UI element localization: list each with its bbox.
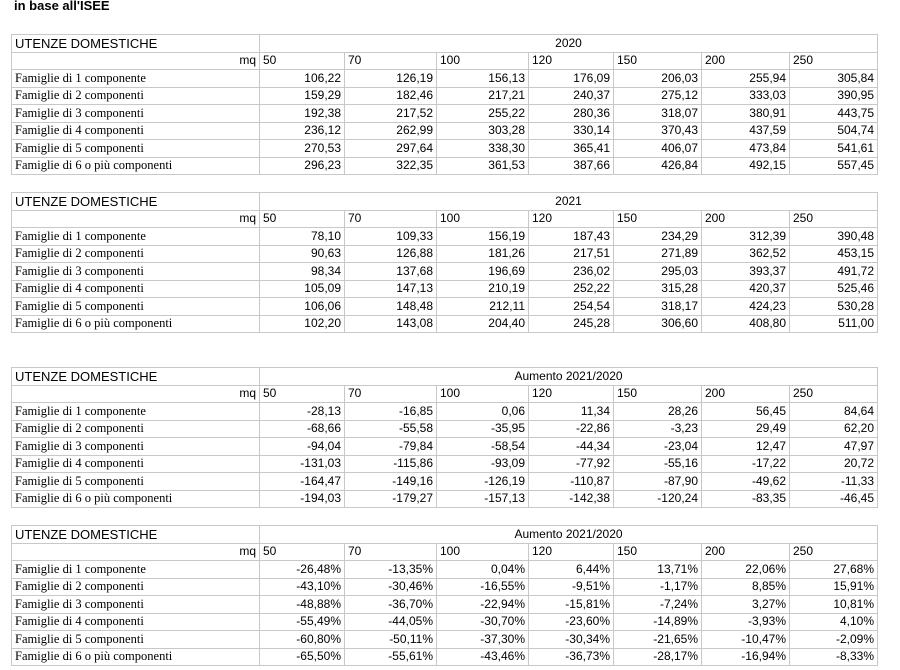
column-header: 70 bbox=[345, 385, 437, 403]
cell-value: 280,36 bbox=[529, 105, 614, 123]
cell-value: 176,09 bbox=[529, 70, 614, 88]
column-header: 150 bbox=[614, 385, 702, 403]
cell-value: 181,26 bbox=[437, 245, 529, 263]
cell-value: 390,95 bbox=[790, 87, 878, 105]
row-label: Famiglie di 5 componenti bbox=[12, 140, 260, 158]
cell-value: -149,16 bbox=[345, 473, 437, 491]
cell-value: 156,19 bbox=[437, 228, 529, 246]
period-label: 2021 bbox=[260, 193, 878, 211]
row-label: Famiglie di 2 componenti bbox=[12, 87, 260, 105]
cell-value: -49,62 bbox=[702, 473, 790, 491]
cell-value: 90,63 bbox=[260, 245, 345, 263]
cell-value: 312,39 bbox=[702, 228, 790, 246]
cell-value: 106,22 bbox=[260, 70, 345, 88]
row-label: Famiglie di 6 o più componenti bbox=[12, 648, 260, 666]
table-row bbox=[12, 263, 878, 281]
row-label: Famiglie di 3 componenti bbox=[12, 596, 260, 614]
cell-value: -93,09 bbox=[437, 455, 529, 473]
cell-value: -44,05% bbox=[345, 613, 437, 631]
cell-value: 217,21 bbox=[437, 87, 529, 105]
cell-value: -30,46% bbox=[345, 578, 437, 596]
document-heading: in base all'ISEE bbox=[14, 0, 110, 13]
cell-value: 530,28 bbox=[790, 298, 878, 316]
cell-value: 511,00 bbox=[790, 315, 878, 333]
cell-value: -55,58 bbox=[345, 420, 437, 438]
column-header: 250 bbox=[790, 385, 878, 403]
cell-value: 473,84 bbox=[702, 140, 790, 158]
column-header: 120 bbox=[529, 210, 614, 228]
table-row bbox=[12, 578, 878, 596]
column-header: 120 bbox=[529, 52, 614, 70]
table-row bbox=[12, 490, 878, 508]
cell-value: 0,04% bbox=[437, 561, 529, 579]
title-row bbox=[12, 193, 878, 211]
cell-value: -1,17% bbox=[614, 578, 702, 596]
cell-value: 437,59 bbox=[702, 122, 790, 140]
cell-value: -30,70% bbox=[437, 613, 529, 631]
cell-value: 420,37 bbox=[702, 280, 790, 298]
cell-value: -28,17% bbox=[614, 648, 702, 666]
row-label: Famiglie di 6 o più componenti bbox=[12, 157, 260, 175]
cell-value: 387,66 bbox=[529, 157, 614, 175]
cell-value: -11,33 bbox=[790, 473, 878, 491]
cell-value: 0,06 bbox=[437, 403, 529, 421]
column-header: 70 bbox=[345, 52, 437, 70]
cell-value: -120,24 bbox=[614, 490, 702, 508]
cell-value: -157,13 bbox=[437, 490, 529, 508]
cell-value: 159,29 bbox=[260, 87, 345, 105]
cell-value: -16,94% bbox=[702, 648, 790, 666]
row-label: Famiglie di 5 componenti bbox=[12, 631, 260, 649]
row-label: Famiglie di 1 componente bbox=[12, 70, 260, 88]
row-label: Famiglie di 4 componenti bbox=[12, 613, 260, 631]
cell-value: 8,85% bbox=[702, 578, 790, 596]
cell-value: 106,06 bbox=[260, 298, 345, 316]
cell-value: 318,07 bbox=[614, 105, 702, 123]
title-row bbox=[12, 368, 878, 386]
cell-value: -65,50% bbox=[260, 648, 345, 666]
table-row bbox=[12, 596, 878, 614]
cell-value: 196,69 bbox=[437, 263, 529, 281]
cell-value: -77,92 bbox=[529, 455, 614, 473]
cell-value: 29,49 bbox=[702, 420, 790, 438]
cell-value: 187,43 bbox=[529, 228, 614, 246]
period-label: 2020 bbox=[260, 35, 878, 53]
column-header: 120 bbox=[529, 385, 614, 403]
cell-value: -46,45 bbox=[790, 490, 878, 508]
cell-value: 15,91% bbox=[790, 578, 878, 596]
cell-value: -3,93% bbox=[702, 613, 790, 631]
cell-value: 217,52 bbox=[345, 105, 437, 123]
row-label: Famiglie di 3 componenti bbox=[12, 105, 260, 123]
table-row bbox=[12, 140, 878, 158]
cell-value: -48,88% bbox=[260, 596, 345, 614]
cell-value: 56,45 bbox=[702, 403, 790, 421]
row-label: Famiglie di 2 componenti bbox=[12, 578, 260, 596]
cell-value: -142,38 bbox=[529, 490, 614, 508]
cell-value: -94,04 bbox=[260, 438, 345, 456]
row-label: Famiglie di 1 componente bbox=[12, 403, 260, 421]
cell-value: 406,07 bbox=[614, 140, 702, 158]
cell-value: 252,22 bbox=[529, 280, 614, 298]
cell-value: 443,75 bbox=[790, 105, 878, 123]
period-label: Aumento 2021/2020 bbox=[260, 368, 878, 386]
cell-value: -126,19 bbox=[437, 473, 529, 491]
column-header: 100 bbox=[437, 385, 529, 403]
cell-value: 6,44% bbox=[529, 561, 614, 579]
table-title: UTENZE DOMESTICHE bbox=[12, 193, 260, 211]
cell-value: 3,27% bbox=[702, 596, 790, 614]
table-row bbox=[12, 105, 878, 123]
cell-value: -115,86 bbox=[345, 455, 437, 473]
cell-value: 408,80 bbox=[702, 315, 790, 333]
cell-value: -16,55% bbox=[437, 578, 529, 596]
cell-value: 240,37 bbox=[529, 87, 614, 105]
cell-value: 491,72 bbox=[790, 263, 878, 281]
cell-value: 297,64 bbox=[345, 140, 437, 158]
cell-value: 182,46 bbox=[345, 87, 437, 105]
cell-value: -23,60% bbox=[529, 613, 614, 631]
cell-value: 270,53 bbox=[260, 140, 345, 158]
cell-value: 271,89 bbox=[614, 245, 702, 263]
cell-value: 390,48 bbox=[790, 228, 878, 246]
cell-value: -44,34 bbox=[529, 438, 614, 456]
row-label: Famiglie di 2 componenti bbox=[12, 245, 260, 263]
column-header: 150 bbox=[614, 210, 702, 228]
cell-value: 245,28 bbox=[529, 315, 614, 333]
table-row bbox=[12, 613, 878, 631]
cell-value: -55,49% bbox=[260, 613, 345, 631]
column-header: 50 bbox=[260, 543, 345, 561]
column-header: 70 bbox=[345, 543, 437, 561]
table-row bbox=[12, 631, 878, 649]
cell-value: -35,95 bbox=[437, 420, 529, 438]
cell-value: 4,10% bbox=[790, 613, 878, 631]
header-row bbox=[12, 543, 878, 561]
cell-value: 11,34 bbox=[529, 403, 614, 421]
cell-value: 27,68% bbox=[790, 561, 878, 579]
cell-value: -15,81% bbox=[529, 596, 614, 614]
table-row bbox=[12, 280, 878, 298]
cell-value: 22,06% bbox=[702, 561, 790, 579]
cell-value: -23,04 bbox=[614, 438, 702, 456]
table-title: UTENZE DOMESTICHE bbox=[12, 35, 260, 53]
table-row bbox=[12, 438, 878, 456]
table-row bbox=[12, 455, 878, 473]
cell-value: -37,30% bbox=[437, 631, 529, 649]
cell-value: -30,34% bbox=[529, 631, 614, 649]
cell-value: -87,90 bbox=[614, 473, 702, 491]
cell-value: -179,27 bbox=[345, 490, 437, 508]
cell-value: 126,88 bbox=[345, 245, 437, 263]
cell-value: 255,94 bbox=[702, 70, 790, 88]
row-label: Famiglie di 6 o più componenti bbox=[12, 315, 260, 333]
mq-label: mq bbox=[12, 543, 260, 561]
cell-value: 10,81% bbox=[790, 596, 878, 614]
header-row bbox=[12, 52, 878, 70]
cell-value: 295,03 bbox=[614, 263, 702, 281]
table-row bbox=[12, 87, 878, 105]
cell-value: -22,86 bbox=[529, 420, 614, 438]
cell-value: 330,14 bbox=[529, 122, 614, 140]
column-header: 200 bbox=[702, 210, 790, 228]
mq-label: mq bbox=[12, 52, 260, 70]
cell-value: -8,33% bbox=[790, 648, 878, 666]
cell-value: 333,03 bbox=[702, 87, 790, 105]
cell-value: 262,99 bbox=[345, 122, 437, 140]
cell-value: 148,48 bbox=[345, 298, 437, 316]
cell-value: -131,03 bbox=[260, 455, 345, 473]
cell-value: -50,11% bbox=[345, 631, 437, 649]
column-header: 200 bbox=[702, 543, 790, 561]
tariff-table-2021 bbox=[11, 192, 878, 333]
header-row bbox=[12, 385, 878, 403]
column-header: 50 bbox=[260, 385, 345, 403]
cell-value: 12,47 bbox=[702, 438, 790, 456]
mq-label: mq bbox=[12, 210, 260, 228]
cell-value: -68,66 bbox=[260, 420, 345, 438]
cell-value: 362,52 bbox=[702, 245, 790, 263]
row-label: Famiglie di 2 componenti bbox=[12, 420, 260, 438]
table-row bbox=[12, 403, 878, 421]
table-row bbox=[12, 420, 878, 438]
cell-value: -10,47% bbox=[702, 631, 790, 649]
cell-value: 62,20 bbox=[790, 420, 878, 438]
cell-value: 315,28 bbox=[614, 280, 702, 298]
table-title: UTENZE DOMESTICHE bbox=[12, 368, 260, 386]
cell-value: 453,15 bbox=[790, 245, 878, 263]
table-row bbox=[12, 648, 878, 666]
cell-value: -21,65% bbox=[614, 631, 702, 649]
period-label: Aumento 2021/2020 bbox=[260, 526, 878, 544]
cell-value: 47,97 bbox=[790, 438, 878, 456]
cell-value: 380,91 bbox=[702, 105, 790, 123]
column-header: 50 bbox=[260, 210, 345, 228]
cell-value: -79,84 bbox=[345, 438, 437, 456]
cell-value: -9,51% bbox=[529, 578, 614, 596]
table-title: UTENZE DOMESTICHE bbox=[12, 526, 260, 544]
cell-value: -22,94% bbox=[437, 596, 529, 614]
cell-value: 204,40 bbox=[437, 315, 529, 333]
row-label: Famiglie di 6 o più componenti bbox=[12, 490, 260, 508]
cell-value: 393,37 bbox=[702, 263, 790, 281]
cell-value: 338,30 bbox=[437, 140, 529, 158]
table-row bbox=[12, 70, 878, 88]
column-header: 50 bbox=[260, 52, 345, 70]
table-row bbox=[12, 561, 878, 579]
cell-value: 13,71% bbox=[614, 561, 702, 579]
column-header: 200 bbox=[702, 385, 790, 403]
cell-value: 306,60 bbox=[614, 315, 702, 333]
table-row bbox=[12, 298, 878, 316]
cell-value: 370,43 bbox=[614, 122, 702, 140]
cell-value: -2,09% bbox=[790, 631, 878, 649]
cell-value: 206,03 bbox=[614, 70, 702, 88]
cell-value: -55,16 bbox=[614, 455, 702, 473]
cell-value: -36,73% bbox=[529, 648, 614, 666]
cell-value: 361,53 bbox=[437, 157, 529, 175]
cell-value: 424,23 bbox=[702, 298, 790, 316]
cell-value: 255,22 bbox=[437, 105, 529, 123]
cell-value: -83,35 bbox=[702, 490, 790, 508]
cell-value: 492,15 bbox=[702, 157, 790, 175]
row-label: Famiglie di 3 componenti bbox=[12, 263, 260, 281]
title-row bbox=[12, 35, 878, 53]
row-label: Famiglie di 3 componenti bbox=[12, 438, 260, 456]
cell-value: 236,12 bbox=[260, 122, 345, 140]
cell-value: 109,33 bbox=[345, 228, 437, 246]
cell-value: -26,48% bbox=[260, 561, 345, 579]
cell-value: -3,23 bbox=[614, 420, 702, 438]
column-header: 250 bbox=[790, 52, 878, 70]
cell-value: 217,51 bbox=[529, 245, 614, 263]
cell-value: 305,84 bbox=[790, 70, 878, 88]
cell-value: 426,84 bbox=[614, 157, 702, 175]
cell-value: 105,09 bbox=[260, 280, 345, 298]
cell-value: -36,70% bbox=[345, 596, 437, 614]
mq-label: mq bbox=[12, 385, 260, 403]
cell-value: -14,89% bbox=[614, 613, 702, 631]
cell-value: 78,10 bbox=[260, 228, 345, 246]
cell-value: -43,46% bbox=[437, 648, 529, 666]
cell-value: 541,61 bbox=[790, 140, 878, 158]
cell-value: -58,54 bbox=[437, 438, 529, 456]
table-row bbox=[12, 245, 878, 263]
cell-value: 557,45 bbox=[790, 157, 878, 175]
row-label: Famiglie di 1 componente bbox=[12, 561, 260, 579]
cell-value: 28,26 bbox=[614, 403, 702, 421]
increase-table-percent bbox=[11, 525, 878, 666]
cell-value: 275,12 bbox=[614, 87, 702, 105]
row-label: Famiglie di 4 componenti bbox=[12, 280, 260, 298]
table-row bbox=[12, 228, 878, 246]
cell-value: 234,29 bbox=[614, 228, 702, 246]
row-label: Famiglie di 4 componenti bbox=[12, 122, 260, 140]
cell-value: -60,80% bbox=[260, 631, 345, 649]
cell-value: 102,20 bbox=[260, 315, 345, 333]
cell-value: -55,61% bbox=[345, 648, 437, 666]
row-label: Famiglie di 5 componenti bbox=[12, 473, 260, 491]
cell-value: -17,22 bbox=[702, 455, 790, 473]
cell-value: 525,46 bbox=[790, 280, 878, 298]
cell-value: -16,85 bbox=[345, 403, 437, 421]
cell-value: 212,11 bbox=[437, 298, 529, 316]
cell-value: 137,68 bbox=[345, 263, 437, 281]
column-header: 150 bbox=[614, 52, 702, 70]
increase-table-absolute bbox=[11, 367, 878, 508]
cell-value: -43,10% bbox=[260, 578, 345, 596]
cell-value: -164,47 bbox=[260, 473, 345, 491]
cell-value: 236,02 bbox=[529, 263, 614, 281]
column-header: 250 bbox=[790, 543, 878, 561]
table-row bbox=[12, 157, 878, 175]
column-header: 120 bbox=[529, 543, 614, 561]
cell-value: 143,08 bbox=[345, 315, 437, 333]
tariff-table-2020 bbox=[11, 34, 878, 175]
column-header: 150 bbox=[614, 543, 702, 561]
column-header: 100 bbox=[437, 210, 529, 228]
cell-value: -7,24% bbox=[614, 596, 702, 614]
cell-value: -110,87 bbox=[529, 473, 614, 491]
cell-value: -13,35% bbox=[345, 561, 437, 579]
cell-value: -194,03 bbox=[260, 490, 345, 508]
cell-value: 504,74 bbox=[790, 122, 878, 140]
table-row bbox=[12, 315, 878, 333]
column-header: 70 bbox=[345, 210, 437, 228]
cell-value: 365,41 bbox=[529, 140, 614, 158]
column-header: 100 bbox=[437, 543, 529, 561]
row-label: Famiglie di 1 componente bbox=[12, 228, 260, 246]
cell-value: 254,54 bbox=[529, 298, 614, 316]
header-row bbox=[12, 210, 878, 228]
cell-value: 296,23 bbox=[260, 157, 345, 175]
cell-value: -28,13 bbox=[260, 403, 345, 421]
cell-value: 303,28 bbox=[437, 122, 529, 140]
cell-value: 156,13 bbox=[437, 70, 529, 88]
title-row bbox=[12, 526, 878, 544]
cell-value: 126,19 bbox=[345, 70, 437, 88]
row-label: Famiglie di 5 componenti bbox=[12, 298, 260, 316]
cell-value: 318,17 bbox=[614, 298, 702, 316]
cell-value: 322,35 bbox=[345, 157, 437, 175]
column-header: 200 bbox=[702, 52, 790, 70]
cell-value: 20,72 bbox=[790, 455, 878, 473]
column-header: 100 bbox=[437, 52, 529, 70]
row-label: Famiglie di 4 componenti bbox=[12, 455, 260, 473]
table-row bbox=[12, 473, 878, 491]
cell-value: 192,38 bbox=[260, 105, 345, 123]
cell-value: 98,34 bbox=[260, 263, 345, 281]
table-row bbox=[12, 122, 878, 140]
cell-value: 84,64 bbox=[790, 403, 878, 421]
column-header: 250 bbox=[790, 210, 878, 228]
cell-value: 147,13 bbox=[345, 280, 437, 298]
cell-value: 210,19 bbox=[437, 280, 529, 298]
